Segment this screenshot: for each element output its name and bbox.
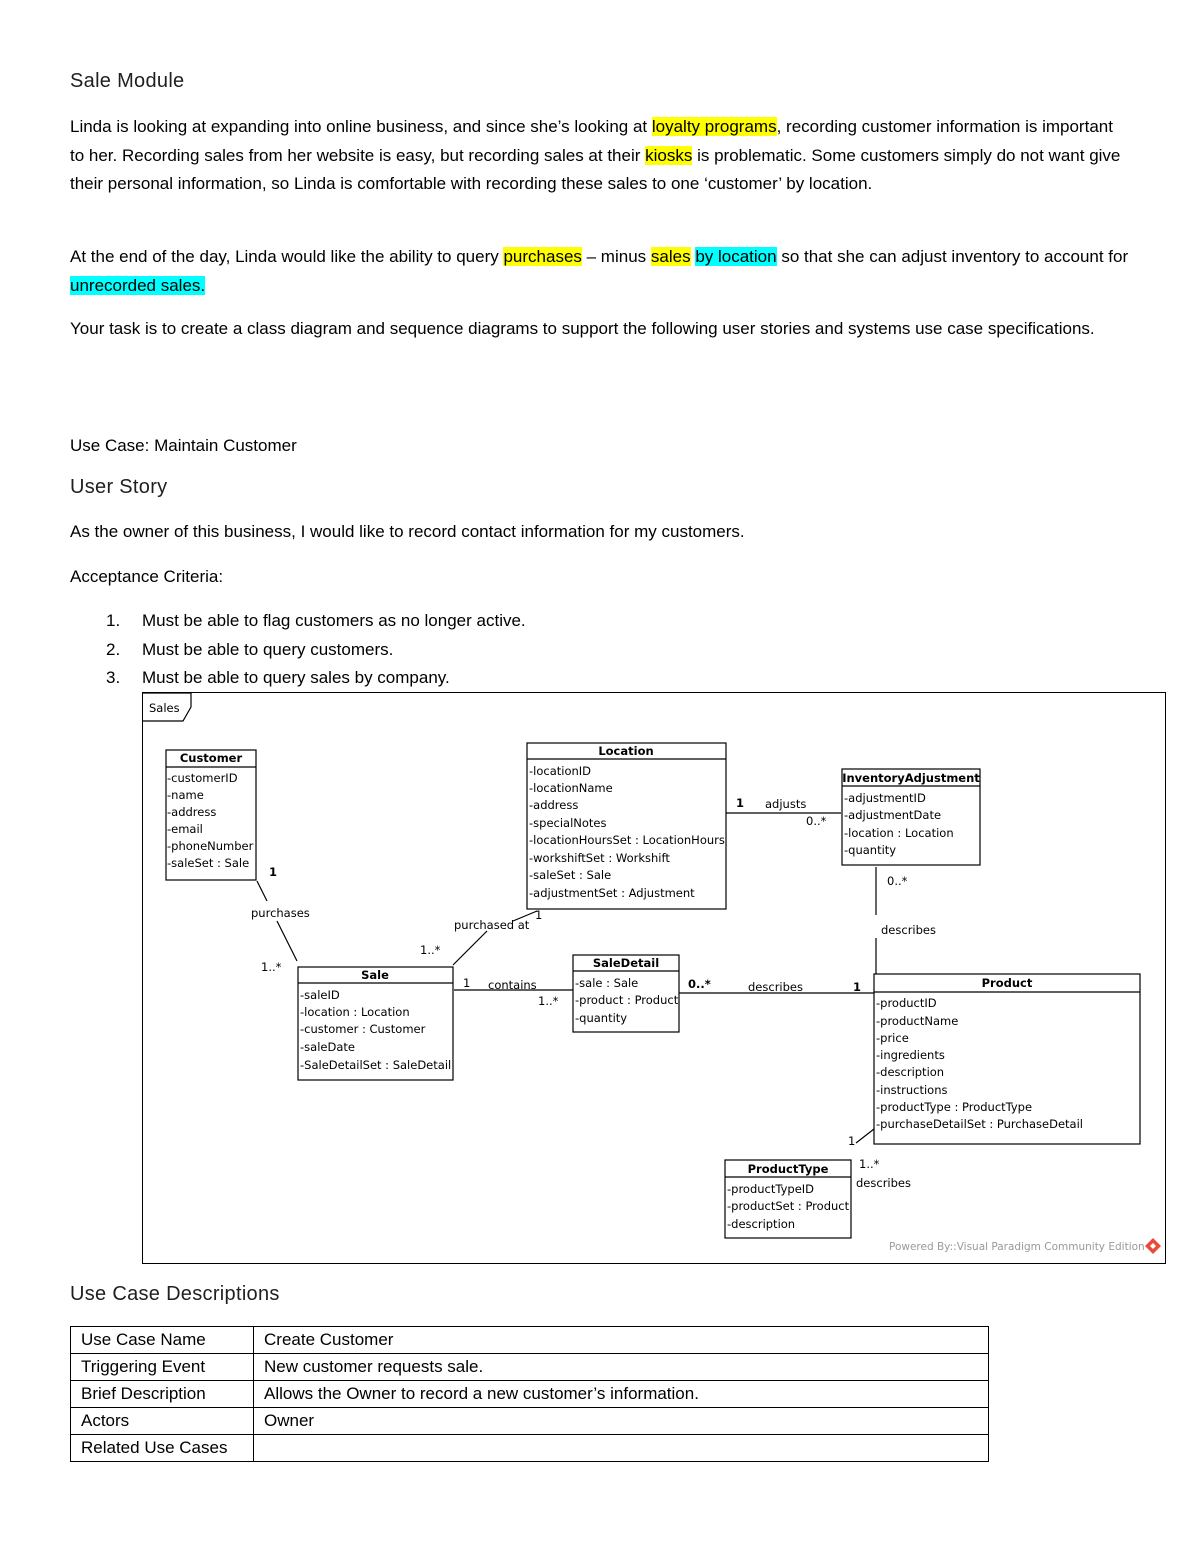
mult-purchased-at-2: 1 <box>535 908 543 922</box>
use-case-description-table <box>70 1326 989 1462</box>
list-item <box>70 664 1130 693</box>
assoc-label-describes-sd: describes <box>748 980 803 994</box>
acceptance-criteria-heading: Acceptance Criteria: <box>70 567 224 586</box>
highlight-loyalty-programs: loyalty programs <box>651 117 777 136</box>
class-attr: -workshiftSet : Workshift <box>529 851 670 865</box>
assoc-label-describes-inv: describes <box>881 923 936 937</box>
table-key-cell: Triggering Event <box>71 1354 254 1381</box>
class-attr: -customer : Customer <box>300 1022 426 1036</box>
mult-adjusts-2: 0..* <box>806 814 827 828</box>
highlight-purchases: purchases <box>503 247 582 266</box>
assoc-purchases-upper <box>257 881 267 901</box>
class-attr: -purchaseDetailSet : PurchaseDetail <box>876 1117 1083 1131</box>
table-value-cell: New customer requests sale. <box>254 1354 989 1381</box>
assoc-label-purchased-at: purchased at <box>454 918 530 932</box>
class-attr: -saleSet : Sale <box>167 856 250 870</box>
class-diagram-svg <box>143 693 1166 1264</box>
class-attr: -phoneNumber <box>167 839 254 853</box>
use-case-title: Use Case: Maintain Customer <box>70 436 297 455</box>
class-attr: -ingredients <box>876 1048 945 1062</box>
use-case-descriptions-heading: Use Case Descriptions <box>70 1283 280 1305</box>
assoc-purchases-lower <box>277 921 297 961</box>
class-product <box>874 974 1140 1144</box>
class-attr: -quantity <box>844 843 897 857</box>
table-key-cell: Use Case Name <box>71 1327 254 1354</box>
text-run: At the end of the day, Linda would like the ability to query <box>70 247 504 266</box>
class-attr: -productType : ProductType <box>876 1100 1033 1114</box>
mult-describes-sd-2: 1 <box>853 980 862 994</box>
class-attr: -locationID <box>529 764 592 778</box>
table-key-cell: Brief Description <box>71 1381 254 1408</box>
class-name: Product <box>981 976 1033 990</box>
mult-purchased-at-1: 1..* <box>420 943 441 957</box>
list-number: 1. <box>106 611 121 630</box>
user-story-text: As the owner of this business, I would like to record contact information for my customers. <box>70 522 745 541</box>
class-attr: -customerID <box>167 771 238 785</box>
class-saledetail <box>573 955 679 1032</box>
table-key-cell: Actors <box>71 1408 254 1435</box>
class-producttype <box>725 1160 851 1238</box>
list-number: 2. <box>106 639 121 659</box>
highlight-sales: sales <box>650 247 691 266</box>
class-name: InventoryAdjustment <box>842 771 980 785</box>
mult-purchases-2: 1..* <box>261 960 282 974</box>
text-run: – minus <box>581 247 651 266</box>
table-value-cell: Allows the Owner to record a new customer’s information. <box>254 1381 989 1408</box>
class-attr: -location : Location <box>844 826 954 840</box>
class-attr: -description <box>876 1065 945 1079</box>
class-attr: -description <box>727 1217 796 1231</box>
assoc-label-describes-pt: describes <box>856 1176 911 1190</box>
page-title: Sale Module <box>70 70 185 92</box>
list-text: Must be able to flag customers as no longer active. <box>142 611 526 630</box>
table-row <box>71 1381 989 1408</box>
class-name: ProductType <box>747 1162 829 1176</box>
mult-purchases-1: 1 <box>269 865 278 879</box>
class-attr: -saleDate <box>300 1040 355 1054</box>
watermark-text: Powered By::Visual Paradigm Community Edition <box>889 1241 1145 1253</box>
class-attr: -adjustmentID <box>844 791 926 805</box>
class-attr: -price <box>876 1031 909 1045</box>
mult-contains-1: 1 <box>463 976 471 990</box>
text-run: is problematic. Some customers simply do not want give their personal information, so Linda is comfortable with recording these sales to one ‘customer’ by location. <box>70 145 1121 193</box>
frame-label: Sales <box>149 701 180 715</box>
class-name: Location <box>598 744 654 758</box>
class-attr: -sale : Sale <box>575 976 639 990</box>
class-name: Customer <box>179 751 243 765</box>
visual-paradigm-logo-icon <box>1145 1238 1161 1254</box>
assoc-describes-producttype <box>856 1129 874 1143</box>
user-story-heading: User Story <box>70 476 168 498</box>
list-text: Must be able to query sales by company. <box>142 668 450 687</box>
assoc-label-purchases: purchases <box>251 906 310 920</box>
class-attr: -location : Location <box>300 1005 410 1019</box>
highlight-unrecorded-sales: unrecorded sales. <box>70 275 206 295</box>
mult-describes-pt-2: 1 <box>848 1134 856 1148</box>
class-sale <box>298 967 453 1080</box>
assoc-label-adjusts: adjusts <box>765 797 807 811</box>
class-attr: -name <box>167 788 204 802</box>
class-attr: -saleID <box>300 988 340 1002</box>
class-attr: -productName <box>876 1014 959 1028</box>
class-attr: -locationName <box>529 781 613 795</box>
class-inventory-adjustment <box>842 769 980 865</box>
table-value-cell <box>254 1435 989 1462</box>
acceptance-criteria-list <box>70 607 1130 693</box>
highlight-kiosks: kiosks <box>645 145 693 165</box>
text-run: Linda is looking at expanding into online business, and since she’s looking at <box>70 117 652 136</box>
class-attr: -quantity <box>575 1011 628 1025</box>
class-attr: -instructions <box>876 1083 948 1097</box>
mult-describes-sd-1: 0..* <box>688 977 711 991</box>
mult-contains-2: 1..* <box>538 994 559 1008</box>
class-attr: -saleSet : Sale <box>529 868 612 882</box>
intro-paragraph-1 <box>70 113 1130 199</box>
class-attr: -adjustmentSet : Adjustment <box>529 886 695 900</box>
text-run: , recording customer information is important to her. Recording sales from her website is easy, but recording sales at their <box>70 117 1113 165</box>
mult-describes-pt-1: 1..* <box>859 1157 880 1171</box>
assoc-label-contains: contains <box>488 978 537 992</box>
intro-paragraph-3: Your task is to create a class diagram and sequence diagrams to support the following user stories and systems use case specifications. <box>70 319 1095 338</box>
table-key-cell: Related Use Cases <box>71 1435 254 1462</box>
table-row <box>71 1435 989 1462</box>
class-customer <box>166 750 256 880</box>
class-attr: -SaleDetailSet : SaleDetail <box>300 1058 452 1072</box>
class-name: SaleDetail <box>592 956 660 970</box>
list-item <box>70 636 1130 665</box>
highlight-by-location: by location <box>695 247 777 266</box>
table-row <box>71 1408 989 1435</box>
class-attr: -specialNotes <box>529 816 607 830</box>
class-attr: -address <box>167 805 217 819</box>
class-diagram <box>142 692 1166 1264</box>
text-run: so that she can adjust inventory to account for <box>776 247 1129 266</box>
table-value-cell: Owner <box>254 1408 989 1435</box>
list-number: 3. <box>106 668 121 687</box>
mult-adjusts-1: 1 <box>736 796 745 810</box>
class-attr: -address <box>529 798 579 812</box>
table-value-cell: Create Customer <box>254 1327 989 1354</box>
class-location <box>527 743 726 909</box>
table-row <box>71 1354 989 1381</box>
class-attr: -productSet : Product <box>727 1199 850 1213</box>
class-name: Sale <box>361 968 389 982</box>
assoc-purchased-at-lower <box>453 931 487 965</box>
class-attr: -adjustmentDate <box>844 808 942 822</box>
class-attr: -productTypeID <box>727 1182 815 1196</box>
mult-describes-inv-1: 0..* <box>887 874 908 888</box>
intro-paragraph-2 <box>70 243 1130 300</box>
class-attr: -locationHoursSet : LocationHours <box>529 833 725 847</box>
class-attr: -product : Product <box>575 993 679 1007</box>
list-item <box>70 607 1130 636</box>
table-row <box>71 1327 989 1354</box>
list-text: Must be able to query customers. <box>142 639 394 659</box>
class-attr: -email <box>167 822 203 836</box>
class-attr: -productID <box>876 996 937 1010</box>
